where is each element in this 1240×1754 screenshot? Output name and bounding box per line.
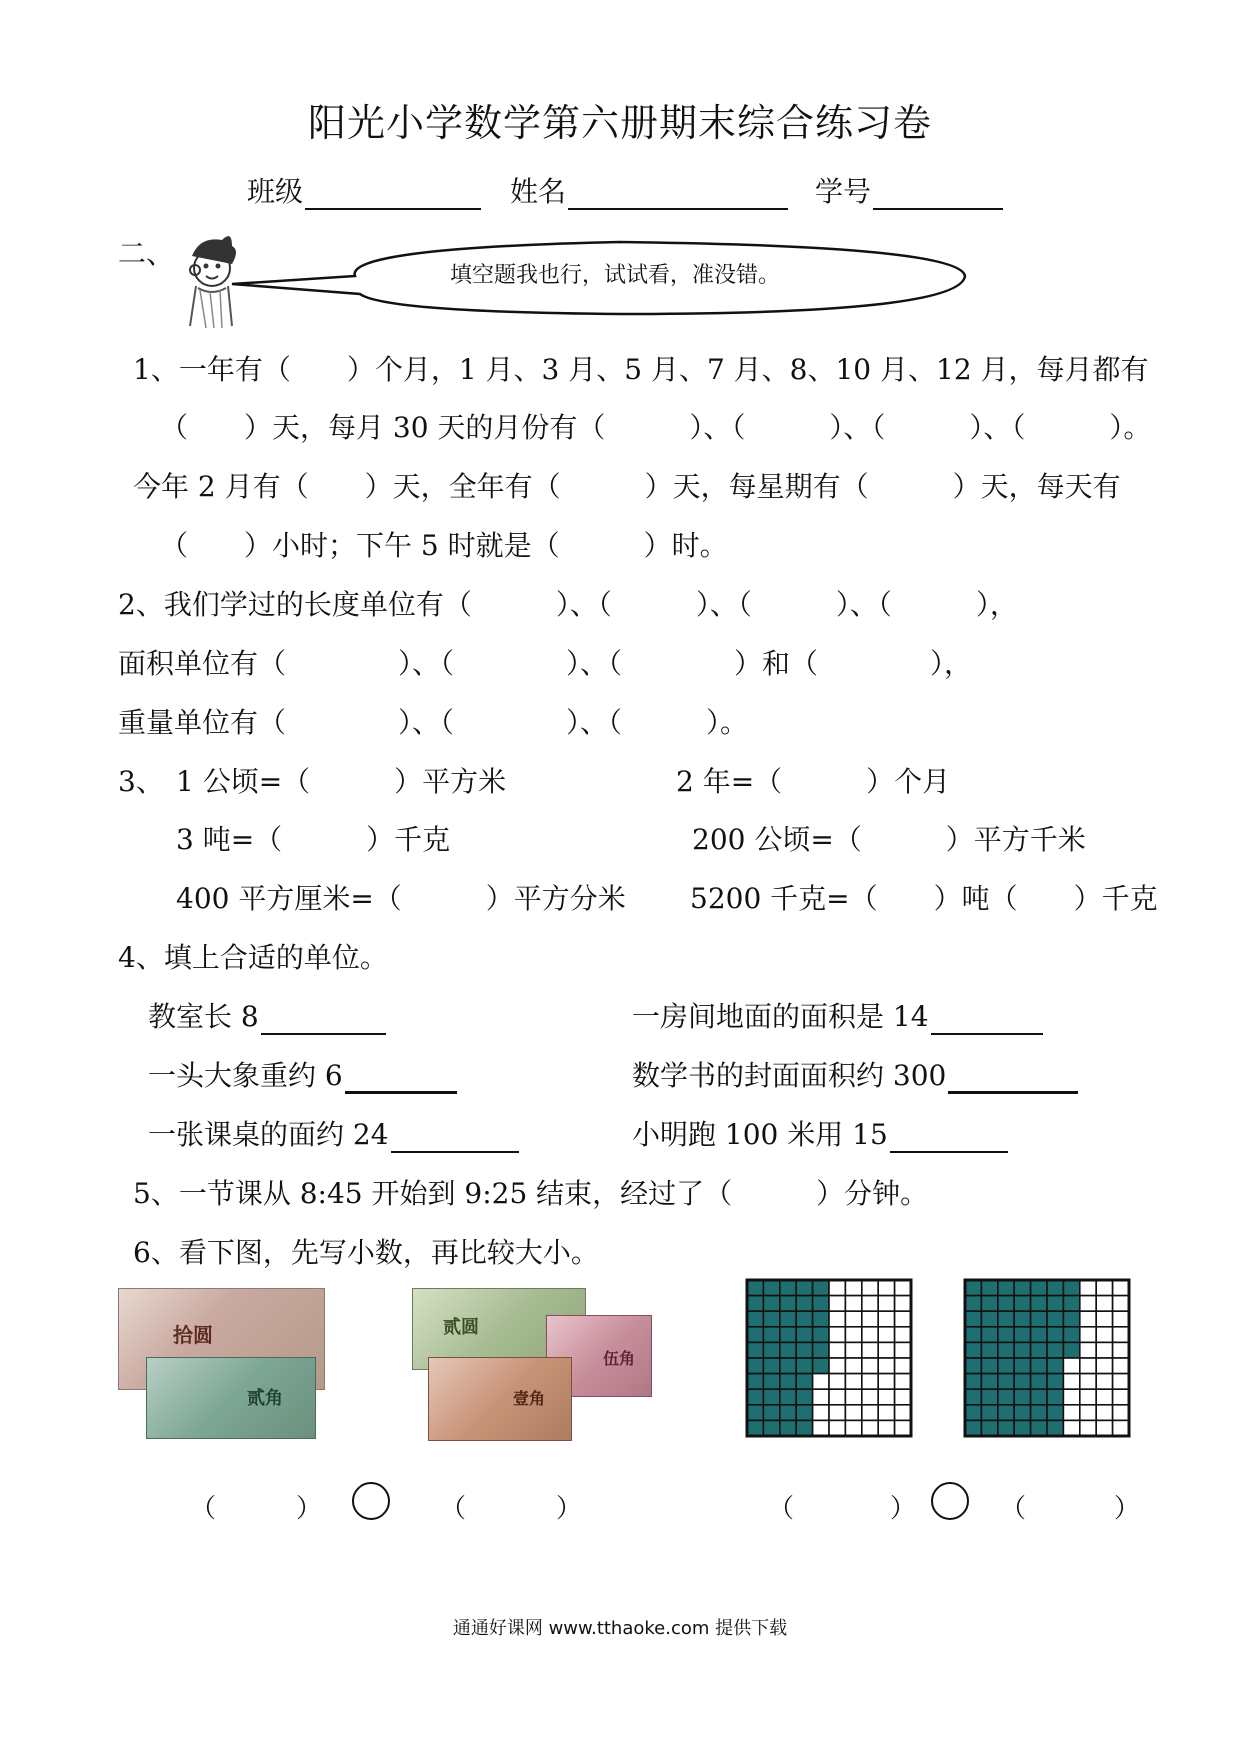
grid-left-cell-empty (878, 1374, 894, 1390)
q4-item-b (632, 995, 1043, 1035)
grid-right-cell-empty (1063, 1420, 1079, 1436)
grid-right-cell-filled (981, 1280, 997, 1296)
q4-item-d (632, 1054, 1078, 1094)
grid-right-cell-filled (965, 1389, 981, 1405)
q3-item-d: 200 公顷=（ ）平方千米 (692, 823, 1086, 856)
grid-left-cell-empty (895, 1327, 911, 1343)
grid-left-cell-empty (895, 1420, 911, 1436)
grid-left-cell-empty (829, 1358, 845, 1374)
grid-right-cell-filled (998, 1405, 1014, 1421)
grid-left-cell-filled (780, 1311, 796, 1327)
banknote-two-yuan-label: 贰圆 (443, 1317, 479, 1338)
grid-left-cell-empty (829, 1420, 845, 1436)
grid-left-cell-filled (780, 1405, 796, 1421)
grid-right-cell-filled (1031, 1358, 1047, 1374)
name-blank[interactable] (568, 178, 788, 210)
grid-left-cell-empty (878, 1420, 894, 1436)
grid-left-cell-empty (878, 1327, 894, 1343)
grid-right-cell-empty (1113, 1311, 1129, 1327)
grid-right-cell-filled (1031, 1296, 1047, 1312)
q3-item-b: 2 年=（ ）个月 (676, 765, 951, 798)
name-field (510, 170, 788, 210)
grid-left-cell-empty (845, 1389, 861, 1405)
grid-right-cell-filled (981, 1405, 997, 1421)
grid-right-cell-filled (1047, 1296, 1063, 1312)
grid-right-cell-empty (1096, 1311, 1112, 1327)
grid-right-cell-empty (1080, 1420, 1096, 1436)
grid-right-cell-filled (1014, 1358, 1030, 1374)
q4-item-b-blank[interactable] (931, 1003, 1043, 1035)
grid-left-cell-filled (796, 1374, 812, 1390)
grid-right-cell-filled (965, 1296, 981, 1312)
grid-right-cell-empty (1096, 1327, 1112, 1343)
grid-left-cell-filled (813, 1311, 829, 1327)
banknote-one-jiao (428, 1357, 572, 1441)
grid-right-cell-filled (998, 1327, 1014, 1343)
q4-item-c-text: 一头大象重约 6 (148, 1059, 343, 1092)
class-blank[interactable] (305, 178, 481, 210)
grid-right-cell-filled (1031, 1327, 1047, 1343)
grid-left-cell-empty (862, 1342, 878, 1358)
q1-line2: （ ）天，每月 30 天的月份有（ ）、（ ）、（ ）、（ ）。 (160, 411, 1152, 444)
q4-item-d-blank[interactable] (948, 1061, 1078, 1094)
q4-item-a-blank[interactable] (261, 1003, 386, 1035)
grid-left-cell-empty (845, 1280, 861, 1296)
grid-left-cell-empty (813, 1374, 829, 1390)
paren-open: （ (768, 1494, 795, 1524)
grid-left-cell-empty (862, 1389, 878, 1405)
grid-left-cell-filled (747, 1342, 763, 1358)
grid-right-cell-filled (1047, 1311, 1063, 1327)
grid-right-cell-empty (1080, 1374, 1096, 1390)
grid-left-cell-filled (796, 1296, 812, 1312)
grid-left-cell-filled (763, 1389, 779, 1405)
paren-open: （ (1000, 1494, 1027, 1524)
banknote-one-jiao-label: 壹角 (513, 1389, 546, 1408)
grid-right-cell-filled (965, 1311, 981, 1327)
grid-right-cell-filled (965, 1374, 981, 1390)
grid-left-cell-empty (878, 1280, 894, 1296)
grid-left-cell-empty (895, 1374, 911, 1390)
grid-left-cell-filled (780, 1280, 796, 1296)
grid-right-cell-empty (1113, 1296, 1129, 1312)
grid-right-cell-filled (1063, 1311, 1079, 1327)
q5-line: 5、一节课从 8:45 开始到 9:25 结束，经过了（ ）分钟。 (133, 1177, 929, 1210)
grid-right-cell-filled (965, 1420, 981, 1436)
grid-right-cell-filled (965, 1280, 981, 1296)
q4-item-a-text: 教室长 8 (148, 1000, 259, 1033)
q4-item-e (148, 1113, 519, 1153)
grid-right-cell-filled (1031, 1342, 1047, 1358)
grid-left-cell-empty (829, 1311, 845, 1327)
number-blank[interactable] (873, 178, 1003, 210)
grid-right-cell-filled (1014, 1327, 1030, 1343)
grid-right-cell-empty (1080, 1405, 1096, 1421)
answer-slot-3[interactable] (768, 1488, 916, 1525)
grid-right-cell-filled (1031, 1311, 1047, 1327)
grid-right-cell-filled (998, 1296, 1014, 1312)
grid-right-cell-empty (1096, 1342, 1112, 1358)
paren-open: （ (440, 1494, 467, 1524)
grid-left-cell-empty (895, 1342, 911, 1358)
q6-line: 6、看下图，先写小数，再比较大小。 (133, 1236, 599, 1269)
grid-left-cell-filled (747, 1280, 763, 1296)
grid-right-cell-empty (1063, 1374, 1079, 1390)
speech-bubble-text: 填空题我也行，试试看，准没错。 (450, 263, 781, 288)
compare-circle-2[interactable] (931, 1482, 969, 1520)
grid-right-cell-filled (981, 1311, 997, 1327)
banknote-five-jiao-label: 伍角 (603, 1349, 636, 1368)
grid-left-cell-empty (895, 1311, 911, 1327)
grid-left-cell-filled (796, 1389, 812, 1405)
hundred-grid-right (963, 1278, 1133, 1440)
grid-left-cell-empty (845, 1342, 861, 1358)
grid-right-cell-filled (1063, 1327, 1079, 1343)
grid-right-cell-filled (1014, 1420, 1030, 1436)
grid-right-cell-filled (1047, 1374, 1063, 1390)
grid-left-cell-filled (796, 1420, 812, 1436)
grid-left-cell-empty (813, 1405, 829, 1421)
grid-left-cell-filled (813, 1342, 829, 1358)
grid-right-cell-filled (981, 1420, 997, 1436)
grid-right-cell-empty (1113, 1389, 1129, 1405)
grid-right-cell-empty (1080, 1296, 1096, 1312)
grid-right-cell-filled (965, 1327, 981, 1343)
grid-left-cell-filled (780, 1296, 796, 1312)
grid-right-cell-filled (1031, 1280, 1047, 1296)
banknote-two-jiao (146, 1357, 316, 1439)
number-field (815, 170, 1003, 210)
grid-right-cell-filled (1047, 1327, 1063, 1343)
grid-right-cell-filled (1047, 1405, 1063, 1421)
answer-slot-2[interactable] (440, 1488, 582, 1525)
grid-left-cell-empty (829, 1405, 845, 1421)
grid-left-cell-filled (780, 1389, 796, 1405)
grid-right-cell-empty (1096, 1296, 1112, 1312)
grid-right-cell-filled (965, 1358, 981, 1374)
q4-item-f-text: 小明跑 100 米用 15 (632, 1118, 888, 1151)
grid-left-cell-empty (878, 1389, 894, 1405)
grid-left-cell-filled (813, 1296, 829, 1312)
grid-right-cell-empty (1096, 1358, 1112, 1374)
grid-left-cell-empty (878, 1296, 894, 1312)
grid-right-cell-filled (1031, 1389, 1047, 1405)
q4-item-e-text: 一张课桌的面约 24 (148, 1118, 389, 1151)
q1-line1: 1、一年有（ ）个月，1 月、3 月、5 月、7 月、8、10 月、12 月，每月都有 (133, 353, 1149, 386)
banknote-two-jiao-label: 贰角 (247, 1388, 283, 1409)
grid-left-cell-empty (845, 1296, 861, 1312)
grid-left-cell-filled (763, 1342, 779, 1358)
grid-right-cell-filled (998, 1374, 1014, 1390)
grid-left-cell-empty (878, 1311, 894, 1327)
hundred-grid-left (745, 1278, 915, 1440)
grid-left-cell-empty (895, 1405, 911, 1421)
grid-left-cell-empty (862, 1374, 878, 1390)
grid-right-cell-filled (1014, 1311, 1030, 1327)
grid-right-cell-filled (965, 1405, 981, 1421)
grid-right-cell-filled (965, 1342, 981, 1358)
q2-line2: 面积单位有（ ）、（ ）、（ ）和（ ）， (118, 647, 973, 680)
grid-left-cell-filled (747, 1420, 763, 1436)
grid-right-cell-empty (1113, 1405, 1129, 1421)
grid-right-cell-empty (1113, 1342, 1129, 1358)
grid-right-cell-empty (1113, 1280, 1129, 1296)
grid-right-cell-empty (1096, 1374, 1112, 1390)
grid-left-cell-empty (895, 1280, 911, 1296)
banknote-ten-yuan-label: 拾圆 (173, 1323, 213, 1347)
footer-credit: 通通好课网 www.tthaoke.com 提供下载 (452, 1618, 788, 1639)
grid-right-cell-filled (981, 1389, 997, 1405)
grid-left-cell-empty (895, 1358, 911, 1374)
grid-left-cell-empty (813, 1389, 829, 1405)
q3-number: 3、 (118, 765, 164, 798)
grid-left-cell-filled (813, 1358, 829, 1374)
section-number: 二、 (118, 237, 175, 270)
grid-right-cell-filled (998, 1311, 1014, 1327)
q4-item-f-blank[interactable] (890, 1121, 1008, 1153)
q3-item-f: 5200 千克=（ ）吨（ ）千克 (690, 882, 1158, 915)
answer-slot-1[interactable] (190, 1488, 322, 1525)
grid-right-cell-empty (1113, 1327, 1129, 1343)
grid-left-cell-empty (862, 1311, 878, 1327)
grid-left-cell-empty (845, 1358, 861, 1374)
grid-left-cell-empty (829, 1342, 845, 1358)
q1-line3: 今年 2 月有（ ）天，全年有（ ）天，每星期有（ ）天，每天有 (133, 470, 1121, 503)
grid-right-cell-filled (1047, 1280, 1063, 1296)
grid-left-cell-filled (747, 1296, 763, 1312)
grid-right-cell-filled (981, 1342, 997, 1358)
q3-item-c: 3 吨=（ ）千克 (176, 823, 451, 856)
grid-left-cell-empty (845, 1374, 861, 1390)
grid-right-cell-filled (998, 1280, 1014, 1296)
grid-left-cell-empty (895, 1296, 911, 1312)
grid-right-cell-empty (1080, 1311, 1096, 1327)
grid-right-cell-empty (1080, 1280, 1096, 1296)
grid-right-cell-empty (1063, 1405, 1079, 1421)
grid-left-cell-empty (845, 1420, 861, 1436)
grid-right-cell-filled (1014, 1342, 1030, 1358)
grid-right-cell-filled (1063, 1280, 1079, 1296)
grid-right-cell-filled (1063, 1342, 1079, 1358)
grid-right-cell-filled (1014, 1280, 1030, 1296)
class-label: 班级 (247, 175, 304, 208)
q1-line4: （ ）小时；下午 5 时就是（ ）时。 (160, 529, 728, 562)
grid-left-cell-filled (796, 1342, 812, 1358)
grid-right-cell-empty (1096, 1280, 1112, 1296)
grid-left-cell-empty (829, 1327, 845, 1343)
grid-right-cell-empty (1096, 1389, 1112, 1405)
grid-left-cell-empty (862, 1296, 878, 1312)
grid-right-cell-empty (1063, 1358, 1079, 1374)
paren-close: ） (1114, 1494, 1141, 1524)
grid-left-cell-empty (862, 1280, 878, 1296)
q4-item-a (148, 995, 386, 1035)
grid-left-cell-filled (763, 1280, 779, 1296)
grid-right-cell-filled (1031, 1405, 1047, 1421)
grid-right-cell-filled (998, 1420, 1014, 1436)
grid-right-cell-empty (1113, 1358, 1129, 1374)
grid-left-cell-empty (813, 1420, 829, 1436)
grid-right-cell-empty (1063, 1389, 1079, 1405)
grid-left-cell-empty (829, 1296, 845, 1312)
grid-left-cell-filled (763, 1311, 779, 1327)
paren-close: ） (296, 1494, 323, 1524)
grid-left-cell-empty (845, 1405, 861, 1421)
grid-left-cell-empty (878, 1405, 894, 1421)
grid-left-cell-empty (829, 1389, 845, 1405)
page-title: 阳光小学数学第六册期末综合练习卷 (307, 101, 932, 145)
grid-right-cell-empty (1096, 1420, 1112, 1436)
grid-left-cell-filled (796, 1280, 812, 1296)
grid-left-cell-empty (878, 1358, 894, 1374)
grid-right-cell-filled (1014, 1389, 1030, 1405)
grid-right-cell-filled (1063, 1296, 1079, 1312)
grid-right-cell-empty (1113, 1374, 1129, 1390)
q3-item-e: 400 平方厘米=（ ）平方分米 (176, 882, 626, 915)
grid-left-cell-empty (862, 1405, 878, 1421)
paren-close: ） (556, 1494, 583, 1524)
grid-left-cell-filled (796, 1311, 812, 1327)
grid-left-cell-filled (747, 1311, 763, 1327)
grid-left-cell-empty (862, 1358, 878, 1374)
grid-left-cell-empty (878, 1342, 894, 1358)
grid-left-cell-filled (796, 1358, 812, 1374)
grid-left-cell-filled (796, 1327, 812, 1343)
grid-left-cell-empty (862, 1327, 878, 1343)
grid-left-cell-filled (813, 1327, 829, 1343)
paren-open: （ (190, 1494, 217, 1524)
grid-right-cell-filled (1031, 1420, 1047, 1436)
grid-right-cell-filled (1031, 1374, 1047, 1390)
answer-slot-4[interactable] (1000, 1488, 1140, 1525)
grid-left-cell-empty (862, 1420, 878, 1436)
grid-right-cell-filled (1014, 1374, 1030, 1390)
grid-right-cell-filled (1047, 1358, 1063, 1374)
grid-left-cell-filled (763, 1420, 779, 1436)
grid-left-cell-filled (747, 1389, 763, 1405)
grid-right-cell-filled (981, 1296, 997, 1312)
grid-right-cell-filled (998, 1342, 1014, 1358)
grid-right-cell-filled (998, 1358, 1014, 1374)
grid-left-cell-filled (796, 1405, 812, 1421)
q3-item-a: 1 公顷=（ ）平方米 (176, 765, 507, 798)
grid-left-cell-filled (747, 1405, 763, 1421)
grid-right-cell-filled (981, 1327, 997, 1343)
grid-left-cell-empty (845, 1327, 861, 1343)
grid-right-cell-empty (1080, 1342, 1096, 1358)
grid-left-cell-empty (895, 1389, 911, 1405)
compare-circle-1[interactable] (352, 1482, 390, 1520)
q4-item-d-text: 数学书的封面面积约 300 (632, 1059, 947, 1092)
grid-left-cell-filled (813, 1280, 829, 1296)
class-field (247, 170, 481, 210)
grid-right-cell-empty (1096, 1405, 1112, 1421)
grid-left-cell-empty (829, 1280, 845, 1296)
grid-right-cell-filled (1014, 1296, 1030, 1312)
grid-left-cell-filled (763, 1296, 779, 1312)
grid-left-cell-filled (747, 1327, 763, 1343)
q2-line1: 2、我们学过的长度单位有（ ）、（ ）、（ ）、（ ）， (118, 588, 1018, 621)
grid-left-cell-filled (780, 1358, 796, 1374)
grid-right-cell-filled (981, 1358, 997, 1374)
grid-left-cell-filled (763, 1405, 779, 1421)
grid-right-cell-empty (1080, 1358, 1096, 1374)
q2-line3: 重量单位有（ ）、（ ）、（ ）。 (118, 706, 749, 739)
grid-left-cell-filled (747, 1374, 763, 1390)
grid-right-cell-filled (1014, 1405, 1030, 1421)
grid-right-cell-filled (1047, 1389, 1063, 1405)
grid-left-cell-filled (780, 1420, 796, 1436)
q4-heading: 4、填上合适的单位。 (118, 941, 388, 974)
grid-left-cell-filled (763, 1327, 779, 1343)
grid-right-cell-empty (1113, 1420, 1129, 1436)
grid-right-cell-filled (981, 1374, 997, 1390)
grid-left-cell-filled (780, 1327, 796, 1343)
q4-item-e-blank[interactable] (391, 1121, 519, 1153)
paren-close: ） (890, 1494, 917, 1524)
grid-left-cell-filled (747, 1358, 763, 1374)
q4-item-f (632, 1113, 1008, 1153)
grid-left-cell-filled (780, 1374, 796, 1390)
number-label: 学号 (815, 175, 872, 208)
grid-right-cell-filled (1047, 1342, 1063, 1358)
cartoon-boy-icon (190, 236, 236, 328)
grid-left-cell-filled (780, 1342, 796, 1358)
name-label: 姓名 (510, 175, 567, 208)
q4-item-c-blank[interactable] (345, 1061, 457, 1094)
grid-right-cell-empty (1080, 1389, 1096, 1405)
q4-item-c (148, 1054, 457, 1094)
grid-left-cell-empty (829, 1374, 845, 1390)
grid-left-cell-empty (845, 1311, 861, 1327)
q4-item-b-text: 一房间地面的面积是 14 (632, 1000, 929, 1033)
grid-left-cell-filled (763, 1374, 779, 1390)
grid-right-cell-empty (1080, 1327, 1096, 1343)
grid-left-cell-filled (763, 1358, 779, 1374)
grid-right-cell-filled (1047, 1420, 1063, 1436)
grid-right-cell-filled (998, 1389, 1014, 1405)
